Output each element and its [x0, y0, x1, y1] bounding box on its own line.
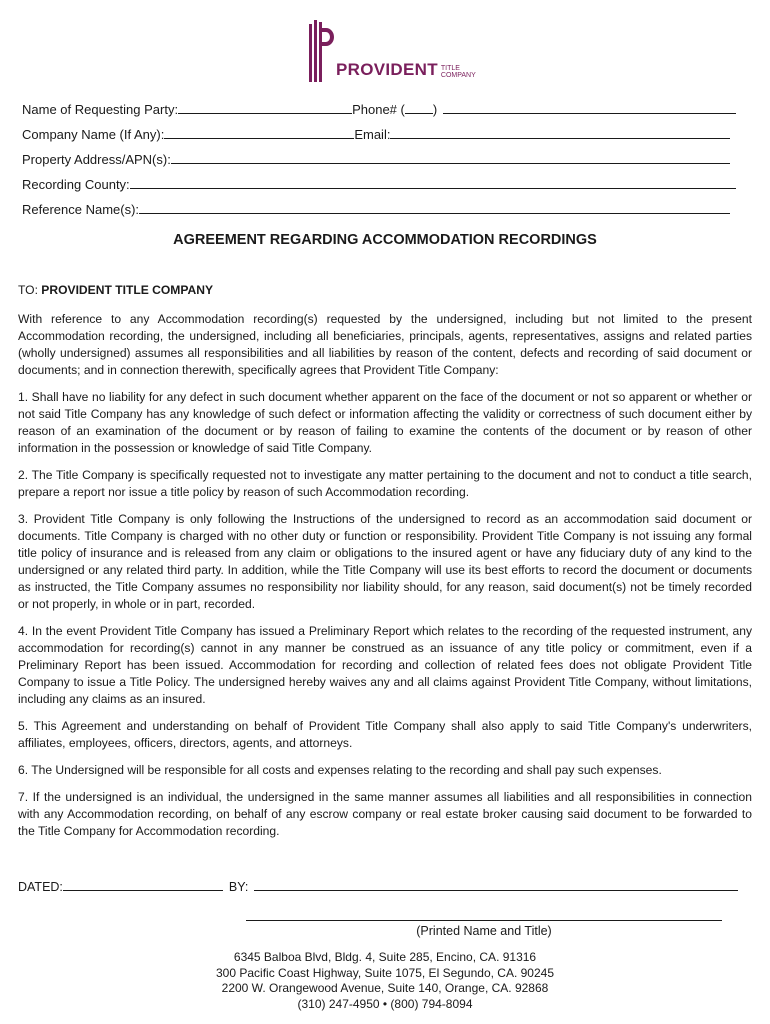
- requesting-party-field[interactable]: [178, 99, 352, 114]
- signature-block: [18, 878, 738, 894]
- signature-field[interactable]: [254, 878, 738, 891]
- phone-area-field[interactable]: [405, 99, 433, 114]
- company-label: Company Name (If Any):: [22, 127, 165, 142]
- clause-3: 3. Provident Title Company is only following the Instructions of the undersigned to record as an accommodation said document or documents. Title Company is charged with no other duty or function or responsibility. Provident Title Company is not issuing any formal title policy of insurance and is released from any claim or obligations to the insured agent or have any fiduciary duty of any kind to the undersigned or any related third party. In addition, while the Title Company will use its best efforts to record the document or documents as instructed, the Title Company assumes no responsibility nor liability should, for any reason, said document(s) not be timely recorded or not properly, in whole or in part, recorded.: [18, 512, 752, 611]
- row-requesting-party: [22, 92, 736, 117]
- clause-2: 2. The Title Company is specifically requested not to investigate any matter pertaining to the document and not to conduct a title search, prepare a report nor issue a title policy by reason of such Accommodation recording.: [18, 468, 752, 499]
- property-label: Property Address/APN(s):: [22, 152, 171, 167]
- address-encino: 6345 Balboa Blvd, Bldg. 4, Suite 285, Encino, CA. 91316: [233, 950, 537, 964]
- office-addresses: [0, 950, 770, 1012]
- to-name: PROVIDENT TITLE COMPANY: [41, 283, 214, 297]
- logo-sub-title: TITLE: [440, 65, 460, 72]
- logo-sub-company: COMPANY: [440, 72, 476, 79]
- printed-name-field[interactable]: [246, 908, 722, 921]
- agreement-body: [18, 282, 752, 850]
- requesting-party-label: Name of Requesting Party:: [22, 102, 179, 117]
- email-label: Email:: [354, 127, 391, 142]
- row-county: [22, 167, 736, 192]
- dated-field[interactable]: [63, 878, 223, 891]
- reference-label: Reference Name(s):: [22, 202, 140, 217]
- by-label: BY:: [228, 880, 249, 894]
- logo-subtitle: [441, 65, 476, 79]
- phone-close-paren: ): [432, 102, 438, 117]
- agreement-title: AGREEMENT REGARDING ACCOMMODATION RECORDINGS: [173, 232, 597, 248]
- row-reference: [22, 192, 736, 217]
- clause-1: 1. Shall have no liability for any defect in such document whether apparent on the face of the document or not so apparent or whether or not said Title Company has any knowledge of such defect or information affecting the validity or correctness of such document either by reason of an examination of the document or by reason of failing to examine the contents of the document or by reason of other information in the possession or knowledge of said Title Company.: [18, 390, 752, 455]
- address-el-segundo: 300 Pacific Coast Highway, Suite 1075, El Segundo, CA. 90245: [216, 965, 554, 980]
- logo-name: PROVIDENT: [336, 60, 438, 79]
- phone-field[interactable]: [443, 99, 736, 114]
- request-fields: [22, 92, 736, 217]
- row-property: [22, 142, 736, 167]
- clause-5: 5. This Agreement and understanding on behalf of Provident Title Company shall also apply to said Title Company's underwriters, affiliates, employees, officers, directors, agents, and attorneys.: [18, 719, 752, 750]
- address-orange: 2200 W. Orangewood Avenue, Suite 140, Orange, CA. 92868: [221, 981, 549, 995]
- county-label: Recording County:: [22, 177, 130, 192]
- company-logo: [308, 18, 476, 82]
- printed-name-block: [246, 908, 722, 938]
- email-field[interactable]: [390, 124, 730, 139]
- addressee: [18, 282, 752, 299]
- dated-label: DATED:: [18, 880, 63, 894]
- phone-numbers: (310) 247-4950 • (800) 794-8094: [297, 996, 473, 1011]
- property-field[interactable]: [171, 149, 730, 164]
- county-field[interactable]: [130, 174, 736, 189]
- clause-4: 4. In the event Provident Title Company has issued a Preliminary Report which relates to the recording of the requested instrument, any accommodation for recording(s) cannot in any manner be construed as an issuance of any title policy or commitment, even if a Preliminary Report has been issued. Accommodation for recording and collection of related fees does not obligate Provident Title Company to issue a Title Policy. The undersigned hereby waives any and all claims against Provident Title Company, without limitations, including any claims as an insured.: [18, 624, 752, 706]
- clause-7: 7. If the undersigned is an individual, the undersigned in the same manner assumes all liabilities and all responsibilities in connection with any Accommodation recording, on behalf of any escrow company or real estate broker causing said document to be forwarded to the Title Company for Accommodation recording.: [18, 790, 752, 838]
- clause-6: 6. The Undersigned will be responsible for all costs and expenses relating to the recording and shall pay such expenses.: [18, 763, 662, 777]
- printed-name-caption: (Printed Name and Title): [416, 924, 552, 938]
- company-field[interactable]: [164, 124, 354, 139]
- phone-label: Phone# (: [352, 102, 405, 117]
- reference-field[interactable]: [139, 199, 730, 214]
- intro-paragraph: With reference to any Accommodation recording(s) requested by the undersigned, including but not limited to the present Accommodation recording, the undersigned, including all beneficiaries, principals, agents, representatives, assigns and related parties (wholly undersigned) assumes all responsibilities and all liabilities by reason of the content, defects and recording of said document or documents; and in connection therewith, specifically agrees that Provident Title Company:: [18, 312, 752, 377]
- provident-logo-mark-icon: [308, 18, 334, 82]
- signature-row: [18, 878, 738, 894]
- to-label: TO:: [18, 283, 42, 297]
- row-company: [22, 117, 736, 142]
